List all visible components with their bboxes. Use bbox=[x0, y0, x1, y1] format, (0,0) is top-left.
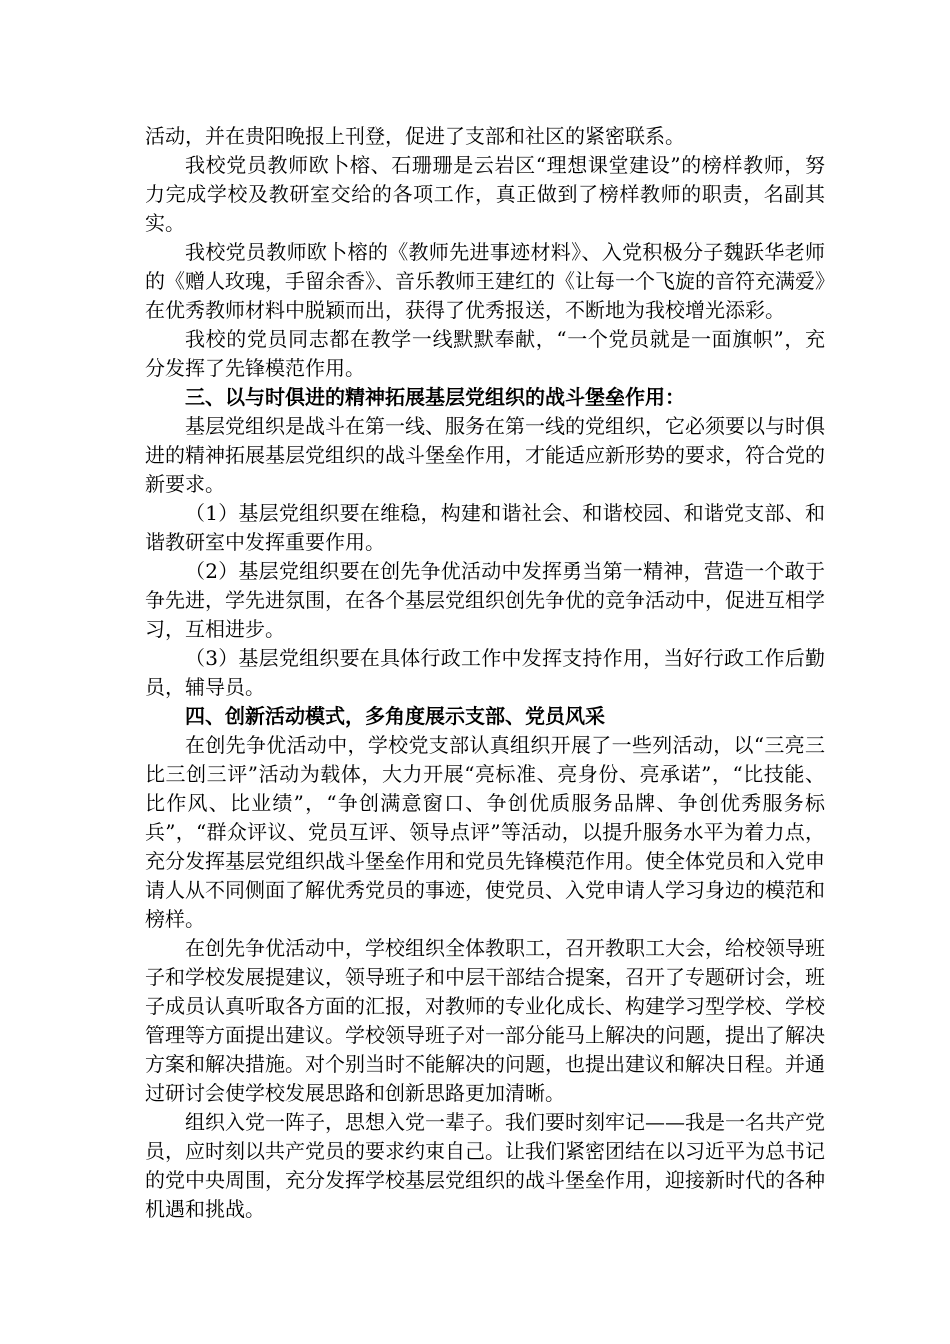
section-heading-3: 三、以与时俱进的精神拓展基层党组织的战斗堡垒作用： bbox=[185, 385, 685, 409]
paragraph: 活动，并在贵阳晚报上刊登，促进了支部和社区的紧密联系。 bbox=[145, 124, 685, 148]
paragraph: 基层党组织是战斗在第一线、服务在第一线的党组织，它必须要以与时俱进的精神拓展基层党组织的战斗堡垒作用，才能适应新形势的要求，符合党的新要求。 bbox=[145, 414, 825, 496]
paragraph: 我校的党员同志都在教学一线默默奉献，“一个党员就是一面旗帜”，充分发挥了先锋模范作用。 bbox=[145, 327, 825, 380]
document-body bbox=[145, 122, 825, 1224]
list-item-3: （3）基层党组织要在具体行政工作中发挥支持作用，当好行政工作后勤员，辅导员。 bbox=[145, 646, 825, 699]
paragraph: 在创先争优活动中，学校组织全体教职工，召开教职工大会，给校领导班子和学校发展提建议，领导班子和中层干部结合提案，召开了专题研讨会，班子成员认真听取各方面的汇报，对教师的专业化成长、构建学习型学校、学校管理等方面提出建议。学校领导班子对一部分能马上解决的问题，提出了解决方案和解决措施。对个别当时不能解决的问题，也提出建议和解决日程。并通过研讨会使学校发展思路和创新思路更加清晰。 bbox=[145, 936, 825, 1105]
paragraph: 我校党员教师欧卜榕、石珊珊是云岩区“理想课堂建设”的榜样教师，努力完成学校及教研室交给的各项工作，真正做到了榜样教师的职责，名副其实。 bbox=[145, 153, 825, 235]
paragraph: 我校党员教师欧卜榕的《教师先进事迹材料》、入党积极分子魏跃华老师的《赠人玫瑰，手留余香》、音乐教师王建红的《让每一个飞旋的音符充满爱》在优秀教师材料中脱颖而出，获得了优秀报送，不断地为我校增光添彩。 bbox=[145, 240, 825, 322]
paragraph: 在创先争优活动中，学校党支部认真组织开展了一些列活动，以“三亮三比三创三评”活动为载体，大力开展“亮标准、亮身份、亮承诺”，“比技能、比作风、比业绩”，“争创满意窗口、争创优质服务品牌、争创优秀服务标兵”，“群众评议、党员互评、领导点评”等活动，以提升服务水平为着力点，充分发挥基层党组织战斗堡垒作用和党员先锋模范作用。使全体党员和入党申请人从不同侧面了解优秀党员的事迹，使党员、入党申请人学习身边的模范和榜样。 bbox=[145, 733, 825, 931]
list-item-1: （1）基层党组织要在维稳，构建和谐社会、和谐校园、和谐党支部、和谐教研室中发挥重要作用。 bbox=[145, 501, 825, 554]
list-item-2: （2）基层党组织要在创先争优活动中发挥勇当第一精神，营造一个敢于争先进，学先进氛围，在各个基层党组织创先争优的竞争活动中，促进互相学习，互相进步。 bbox=[145, 559, 825, 641]
section-heading-4: 四、创新活动模式，多角度展示支部、党员风采 bbox=[185, 704, 605, 728]
paragraph: 组织入党一阵子，思想入党一辈子。我们要时刻牢记——我是一名共产党员，应时刻以共产党员的要求约束自己。让我们紧密团结在以习近平为总书记的党中央周围，充分发挥学校基层党组织的战斗堡垒作用，迎接新时代的各种机遇和挑战。 bbox=[145, 1110, 825, 1221]
